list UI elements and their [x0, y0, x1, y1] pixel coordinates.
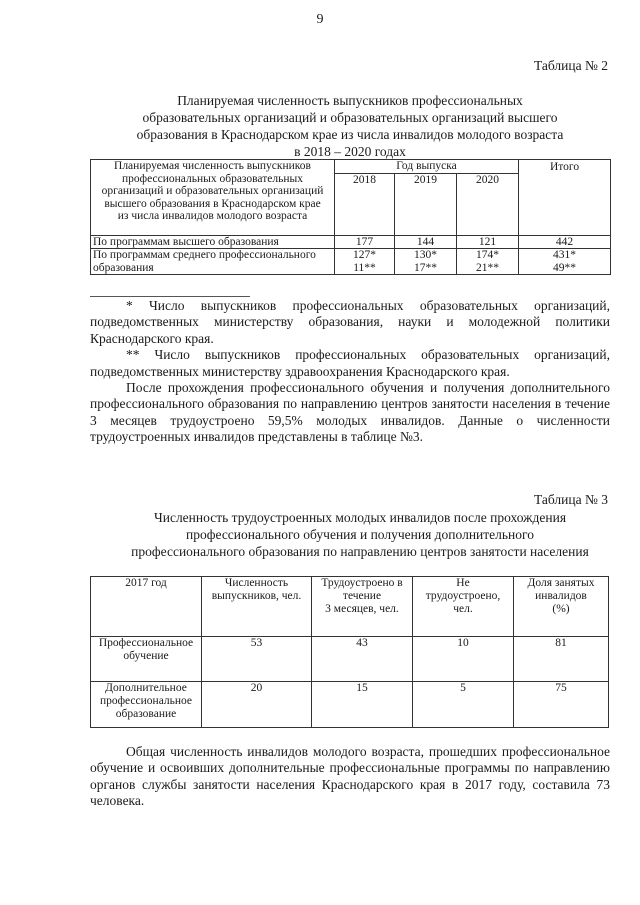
table3-cell: 5: [413, 682, 514, 728]
table2-header-year: 2018: [335, 173, 395, 235]
table2-cell: 144: [395, 235, 457, 249]
table2-header-year: 2019: [395, 173, 457, 235]
title-line: образования в Краснодарском крае из числа инвалидов молодого возраста: [136, 127, 564, 142]
table3-cell: 15: [312, 682, 413, 728]
closing-paragraph: [90, 744, 610, 810]
table3-cell: 75: [514, 682, 609, 728]
table3-title: [90, 509, 630, 560]
title-line: в 2018 – 2020 годах: [294, 144, 406, 159]
title-line: Численность трудоустроенных молодых инвалидов после прохождения: [153, 510, 567, 525]
table2-header-total: Итого: [519, 160, 611, 236]
table2-cell: 121: [457, 235, 519, 249]
table2-cell: 431* 49**: [519, 249, 611, 275]
table3-cell: 10: [413, 637, 514, 682]
table2-title: [80, 92, 620, 160]
table3-cell: 20: [202, 682, 312, 728]
table2-cell: 130* 17**: [395, 249, 457, 275]
title-line: образовательных организаций и образовательных организаций высшего: [142, 110, 558, 125]
table3-row-label: Дополнительное профессиональное образование: [91, 682, 202, 728]
table3-cell: 43: [312, 637, 413, 682]
table2-header-col1: Планируемая численность выпускников профессиональных образовательных организаций и образовательных организаций высшего образования в Краснодарском крае из числа инвалидов молодого возраста: [91, 160, 335, 236]
paragraph: Общая численность инвалидов молодого возраста, прошедших профессиональное обучение и освоивших дополнительные профессиональные программы по направлению органов службы занятости населения Краснодарского края в 2017 году, составила 73 человека.: [90, 744, 610, 809]
table3-label: Таблица № 3: [534, 492, 608, 507]
table3-header-cell: Численность выпускников, чел.: [202, 577, 312, 637]
table2-cell: 174* 21**: [457, 249, 519, 275]
table3-cell: 81: [514, 637, 609, 682]
table2-label: Таблица № 2: [534, 58, 608, 73]
table2-row-label: По программам высшего образования: [91, 235, 335, 249]
title-line: Планируемая численность выпускников профессиональных: [177, 93, 523, 108]
table2-header-year-group: Год выпуска: [335, 160, 519, 174]
table3-header-cell: Не трудоустроено, чел.: [413, 577, 514, 637]
table2-cell: 442: [519, 235, 611, 249]
title-line: профессионального образования по направлению центров занятости населения: [131, 544, 589, 559]
table2-header-year: 2020: [457, 173, 519, 235]
table3-cell: 53: [202, 637, 312, 682]
footnote: ** Число выпускников профессиональных образовательных организаций, подведомственных министерству здравоохранения Краснодарского края.: [90, 347, 610, 379]
footnotes-block: [90, 298, 610, 446]
table3-header-cell: 2017 год: [91, 577, 202, 637]
table2-row-label: По программам среднего профессионального образования: [91, 249, 335, 275]
title-line: профессионального обучения и получения дополнительного: [186, 527, 534, 542]
table3-header-cell: Доля занятых инвалидов (%): [514, 577, 609, 637]
table3: [90, 576, 609, 728]
table2-cell: 177: [335, 235, 395, 249]
table2: [90, 159, 611, 275]
table2-cell: 127* 11**: [335, 249, 395, 275]
footnote: * Число выпускников профессиональных образовательных организаций, подведомственных министерству образования, науки и молодежной политики Краснодарского края.: [90, 298, 610, 346]
footnote-separator: [90, 296, 250, 297]
table3-header-cell: Трудоустроено в течение 3 месяцев, чел.: [312, 577, 413, 637]
page-number: 9: [316, 12, 324, 27]
table3-row-label: Профессиональное обучение: [91, 637, 202, 682]
paragraph: После прохождения профессионального обучения и получения дополнительного профессионального образования по направлению центров занятости населения в течение 3 месяцев трудоустроено 59,5% молодых инвалидов. Данные о численности трудоустроенных инвалидов представлены в таблице №3.: [90, 380, 610, 445]
